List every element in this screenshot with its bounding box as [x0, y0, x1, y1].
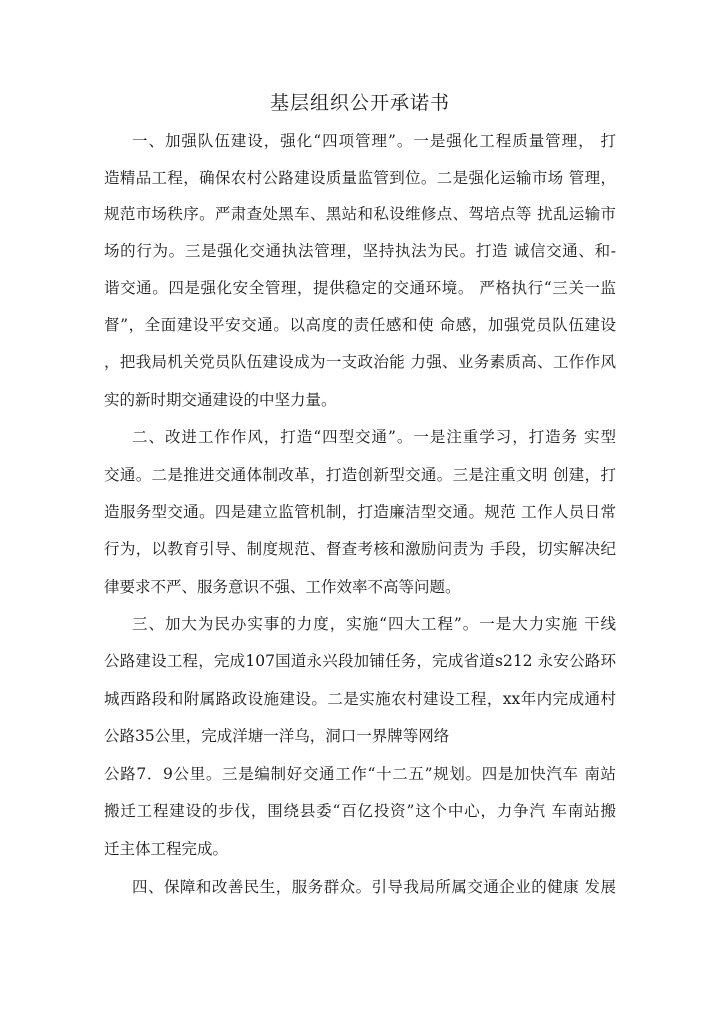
paragraph-line: 规范市场秩序。严肃查处黑车、黑站和私设维修点、驾培点等 扰乱运输市 — [104, 205, 616, 223]
paragraph-line: 公路35公里，完成洋塘一洋乌，洞口一界牌等网络 — [104, 727, 450, 745]
paragraph-line: 律要求不严、服务意识不强、工作效率不高等问题。 — [104, 578, 461, 596]
paragraph-line: 行为，以教育引导、制度规范、督查考核和激励问责为 手段，切实解决纪 — [104, 540, 616, 558]
paragraph-line: 一、加强队伍建设，强化“四项管理”。一是强化工程质量管理， 打 — [132, 132, 616, 150]
paragraph-line: ，把我局机关党员队伍建设成为一支政治能 力强、业务素质高、工作作风 — [104, 353, 616, 371]
paragraph-line: 三、加大为民办实事的力度，实施“四大工程”。一是大力实施 干线 — [132, 615, 616, 633]
paragraph-line: 督”，全面建设平安交通。以高度的责任感和使 命感，加强党员队伍建设 — [104, 316, 616, 334]
paragraph-line: 造服务型交通。四是建立监管机制，打造廉洁型交通。规范 工作人员日常 — [104, 503, 616, 521]
paragraph-line: 城西路段和附属路政设施建设。二是实施农村建设工程，xx年内完成通村 — [104, 690, 616, 708]
paragraph-line: 二、改进工作作风，打造“四型交通”。一是注重学习，打造务 实型 — [132, 428, 616, 446]
paragraph-line: 实的新时期交通建设的中坚力量。 — [104, 391, 337, 409]
paragraph-line: 四、保障和改善民生，服务群众。引导我局所属交通企业的健康 发展 — [132, 878, 616, 896]
paragraph-line: 场的行为。三是强化交通执法管理，坚持执法为民。打造 诚信交通、和- — [104, 242, 616, 260]
paragraph-line: 公路建设工程，完成107国道永兴段加铺任务，完成省道s212 永安公路环 — [104, 652, 616, 670]
paragraph-line: 迁主体工程完成。 — [104, 840, 229, 858]
paragraph-line: 公路7．9公里。三是编制好交通工作“十二五”规划。四是加快汽车 南站 — [104, 765, 616, 783]
document-title: 基层组织公开承诺书 — [269, 92, 450, 114]
paragraph-line: 搬迁工程建设的步伐，围绕县委“百亿投资”这个中心，力争汽 车南站搬 — [104, 802, 616, 820]
paragraph-line: 造精品工程，确保农村公路建设质量监管到位。二是强化运输市场 管理， — [104, 169, 616, 187]
paragraph-line: 交通。二是推进交通体制改革，打造创新型交通。三是注重文明 创建，打 — [104, 466, 616, 484]
paragraph-line: 谐交通。四是强化安全管理，提供稳定的交通环境。 严格执行“三关一监 — [104, 279, 616, 297]
